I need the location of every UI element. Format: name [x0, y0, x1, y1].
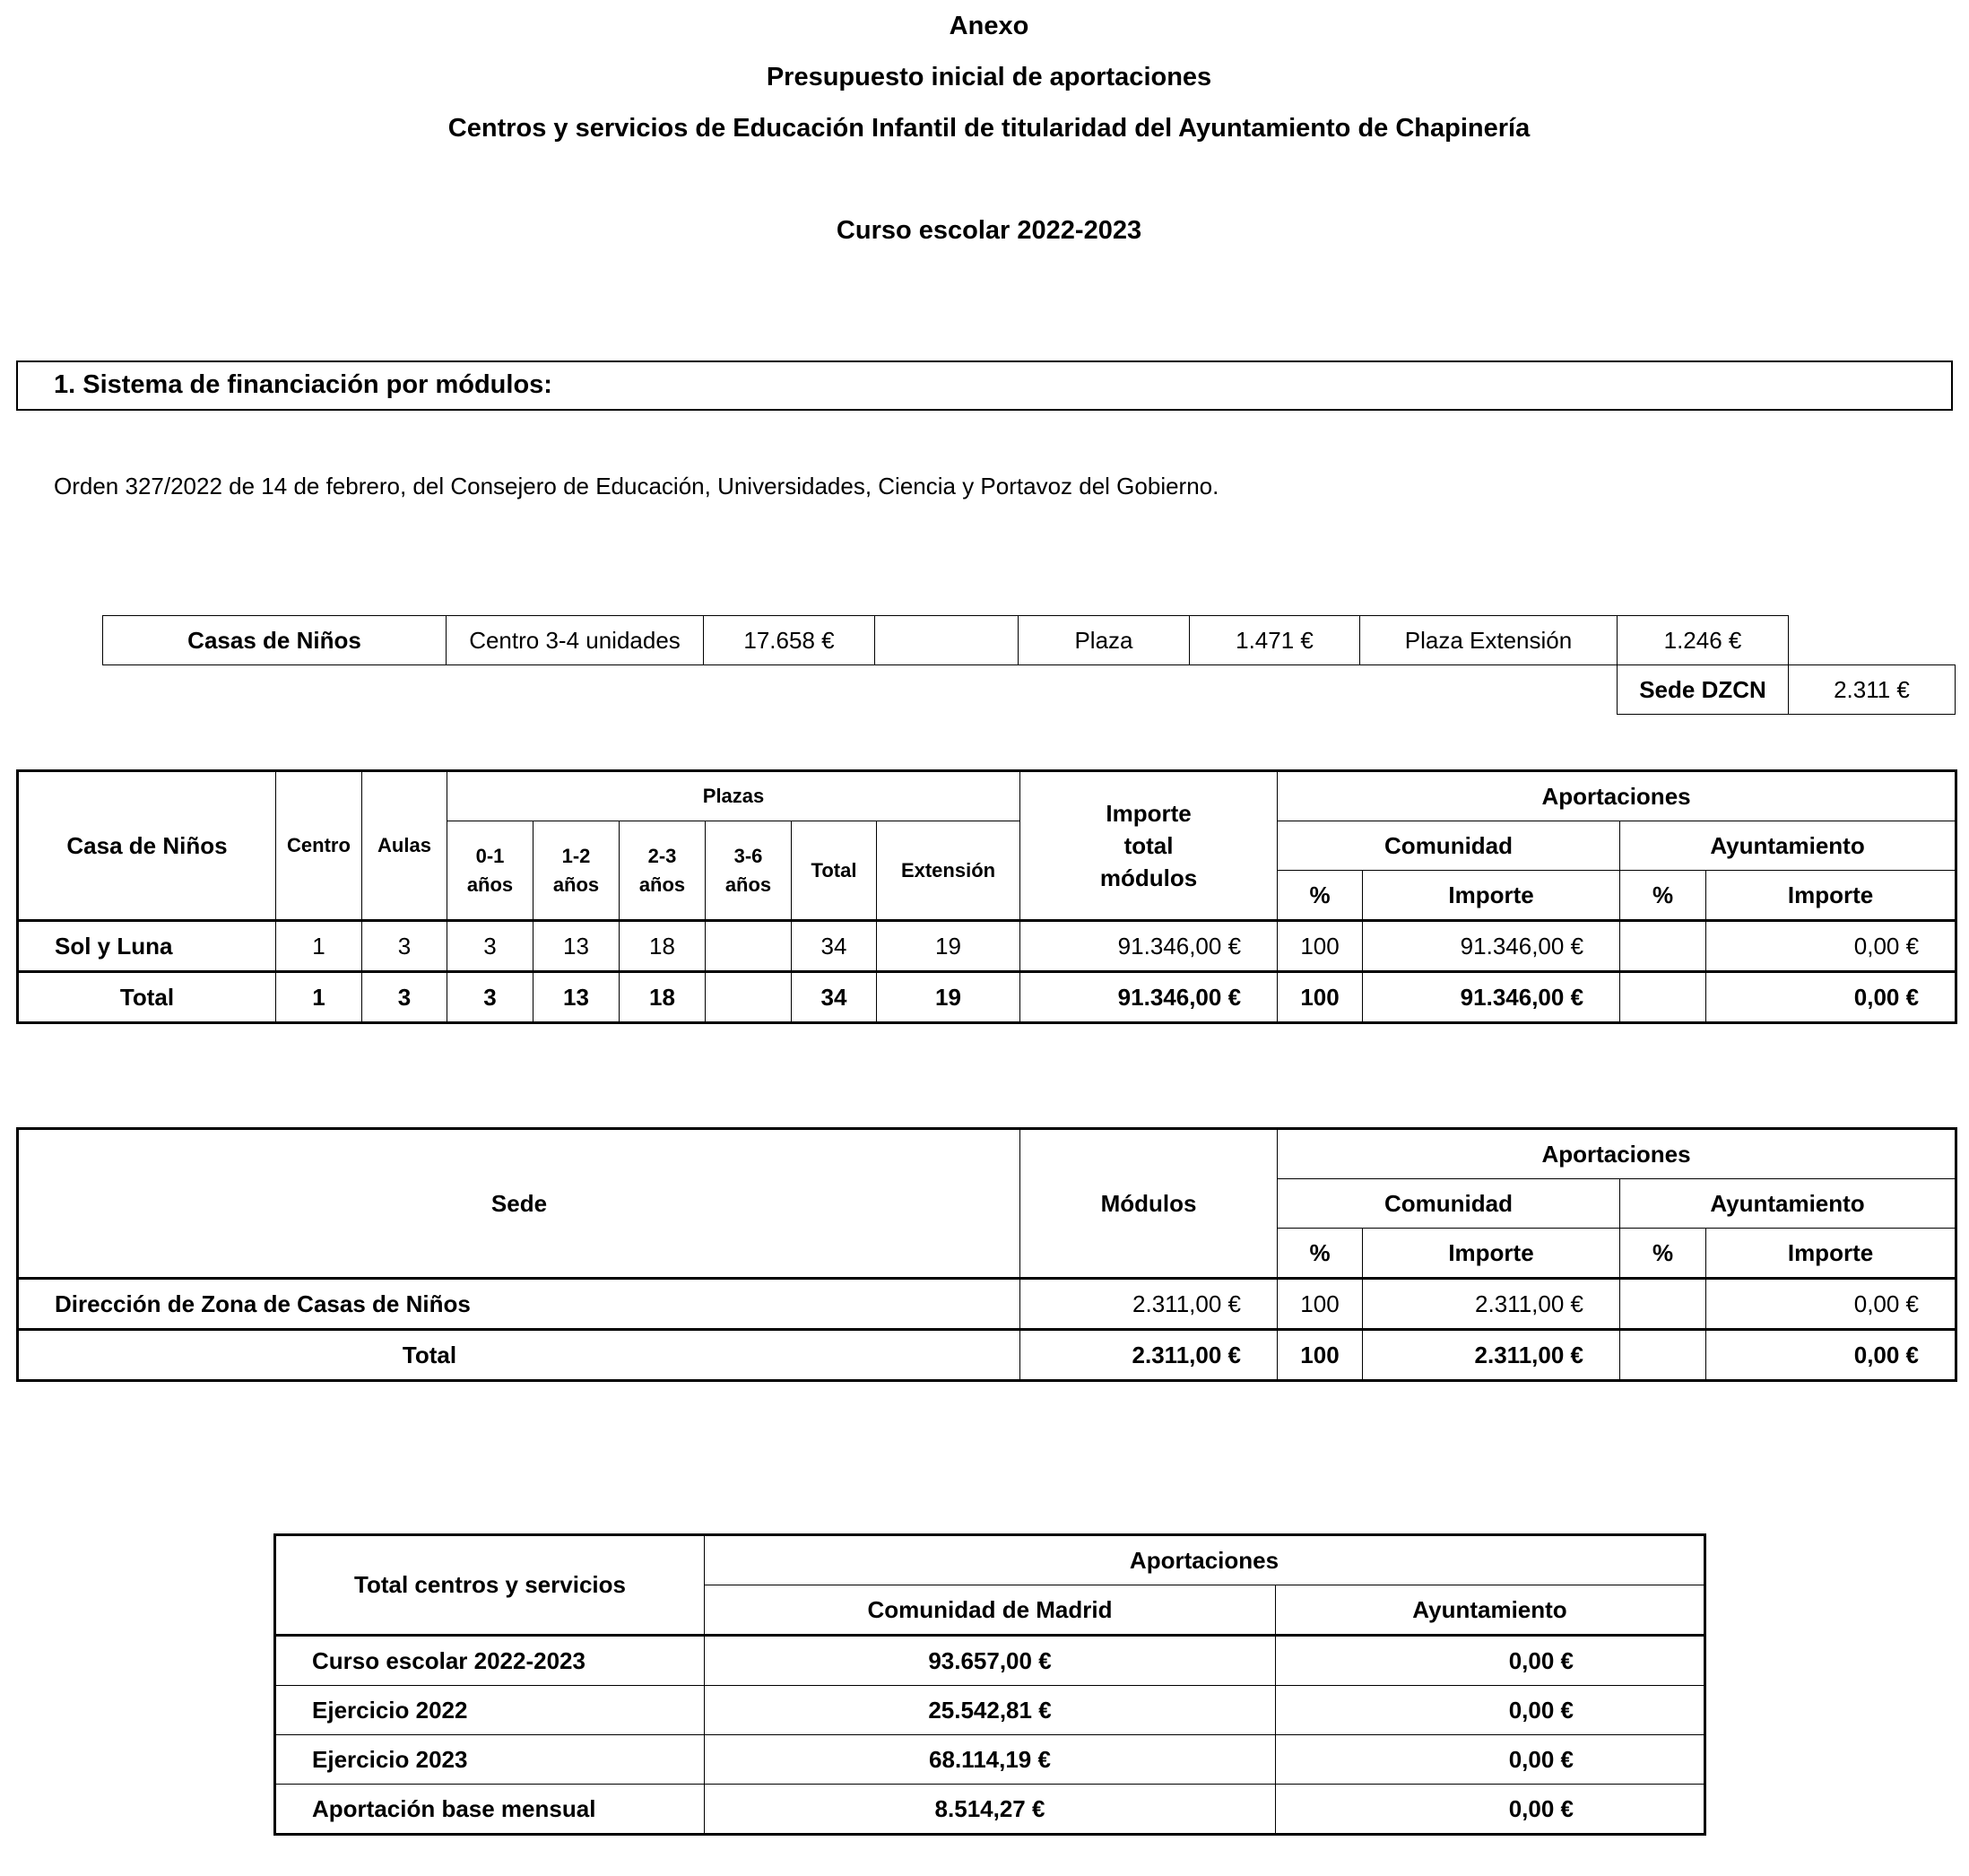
table-row — [275, 1785, 1705, 1835]
row-com-pct: 100 — [1278, 921, 1363, 972]
total-p12: 13 — [533, 972, 620, 1023]
sede-row-com-pct: 100 — [1278, 1279, 1363, 1330]
table-row — [275, 1686, 1705, 1735]
row-ay-pct — [1620, 921, 1706, 972]
sede-dzcn-label: Sede DZCN — [1618, 665, 1789, 715]
page-title: Presupuesto inicial de aportaciones — [766, 63, 1212, 91]
row-p01: 3 — [447, 921, 533, 972]
row-total: 34 — [792, 921, 877, 972]
h-sede-com-pct: % — [1278, 1229, 1363, 1279]
sede-row-name: Dirección de Zona de Casas de Niños — [18, 1279, 1020, 1330]
row-aulas: 3 — [362, 921, 447, 972]
row-p36 — [706, 921, 792, 972]
h-ay-importe: Importe — [1706, 871, 1956, 921]
h-importe-total — [1020, 771, 1278, 921]
centro-value: 17.658 € — [704, 616, 875, 665]
total-total: 34 — [792, 972, 877, 1023]
empty-cell — [875, 616, 1019, 665]
totals-row-ayto: 0,00 € — [1276, 1735, 1705, 1785]
total-p01: 3 — [447, 972, 533, 1023]
h-0-1: 0-1 años — [447, 821, 533, 921]
h-modulos: Módulos — [1020, 1129, 1278, 1279]
table-row — [275, 1636, 1705, 1686]
h-centro: Centro — [276, 771, 362, 921]
h-ay-pct: % — [1620, 871, 1706, 921]
h-comunidad: Comunidad — [1278, 821, 1620, 871]
total-name: Total — [18, 972, 276, 1023]
sede-total-mod: 2.311,00 € — [1020, 1330, 1278, 1381]
row-p23: 18 — [620, 921, 706, 972]
row-centro: 1 — [276, 921, 362, 972]
h-aulas: Aulas — [362, 771, 447, 921]
h-imp-1: Importe — [1106, 800, 1192, 827]
totals-row-label: Ejercicio 2022 — [275, 1686, 705, 1735]
modules-table — [102, 615, 1956, 715]
row-importe: 91.346,00 € — [1020, 921, 1278, 972]
section-heading-box — [16, 360, 1953, 411]
h-extension: Extensión — [877, 821, 1020, 921]
total-p36 — [706, 972, 792, 1023]
total-row — [18, 972, 1956, 1023]
plaza-ext-value: 1.246 € — [1618, 616, 1789, 665]
sede-total-ay-pct — [1620, 1330, 1706, 1381]
h-1-2: 1-2 años — [533, 821, 620, 921]
sede-row-ay-imp: 0,00 € — [1706, 1279, 1956, 1330]
table-row — [18, 1279, 1956, 1330]
h-sede-ay-pct: % — [1620, 1229, 1706, 1279]
h-aportaciones: Aportaciones — [1278, 771, 1956, 821]
h-sede-ayuntamiento: Ayuntamiento — [1620, 1179, 1956, 1229]
totals-row-cm: 8.514,27 € — [705, 1785, 1276, 1835]
h-3-6: 3-6 años — [706, 821, 792, 921]
totals-row-cm: 25.542,81 € — [705, 1686, 1276, 1735]
h-comunidad-madrid: Comunidad de Madrid — [705, 1585, 1276, 1636]
h-sede-aportaciones: Aportaciones — [1278, 1129, 1956, 1179]
total-ay-pct — [1620, 972, 1706, 1023]
total-importe: 91.346,00 € — [1020, 972, 1278, 1023]
casas-table — [16, 769, 1957, 1024]
sede-row-com-imp: 2.311,00 € — [1363, 1279, 1620, 1330]
totals-row-label: Curso escolar 2022-2023 — [275, 1636, 705, 1686]
h-ayuntamiento: Ayuntamiento — [1620, 821, 1956, 871]
h-totals-ayuntamiento: Ayuntamiento — [1276, 1585, 1705, 1636]
table-row — [18, 921, 1956, 972]
course-title: Curso escolar 2022-2023 — [836, 216, 1142, 245]
h-2-3: 2-3 años — [620, 821, 706, 921]
h-totals-aportaciones: Aportaciones — [705, 1535, 1705, 1585]
totals-row-cm: 93.657,00 € — [705, 1636, 1276, 1686]
h-sede-ay-importe: Importe — [1706, 1229, 1956, 1279]
totals-row-cm: 68.114,19 € — [705, 1735, 1276, 1785]
h-casa: Casa de Niños — [18, 771, 276, 921]
total-com-imp: 91.346,00 € — [1363, 972, 1620, 1023]
modules-label: Casas de Niños — [103, 616, 447, 665]
row-com-imp: 91.346,00 € — [1363, 921, 1620, 972]
plaza-value: 1.471 € — [1190, 616, 1360, 665]
totals-row-label: Aportación base mensual — [275, 1785, 705, 1835]
total-centro: 1 — [276, 972, 362, 1023]
h-plazas: Plazas — [447, 771, 1020, 821]
orden-text: Orden 327/2022 de 14 de febrero, del Consejero de Educación, Universidades, Ciencia y Portavoz del Gobierno. — [54, 473, 1219, 499]
section-heading: 1. Sistema de financiación por módulos: — [54, 370, 552, 399]
sede-total-com-pct: 100 — [1278, 1330, 1363, 1381]
total-ext: 19 — [877, 972, 1020, 1023]
plaza-label: Plaza — [1019, 616, 1190, 665]
totals-row-ayto: 0,00 € — [1276, 1636, 1705, 1686]
total-ay-imp: 0,00 € — [1706, 972, 1956, 1023]
annex-title: Anexo — [949, 12, 1029, 40]
sede-total-com-imp: 2.311,00 € — [1363, 1330, 1620, 1381]
totals-row-label: Ejercicio 2023 — [275, 1735, 705, 1785]
sede-total-ay-imp: 0,00 € — [1706, 1330, 1956, 1381]
plaza-ext-label: Plaza Extensión — [1360, 616, 1618, 665]
h-total: Total — [792, 821, 877, 921]
table-row — [275, 1735, 1705, 1785]
sede-row-ay-pct — [1620, 1279, 1706, 1330]
sede-total-name: Total — [18, 1330, 1020, 1381]
h-imp-3: módulos — [1099, 864, 1198, 891]
totals-row-ayto: 0,00 € — [1276, 1686, 1705, 1735]
sede-table — [16, 1127, 1957, 1382]
row-ext: 19 — [877, 921, 1020, 972]
h-com-pct: % — [1278, 871, 1363, 921]
sede-dzcn-value: 2.311 € — [1789, 665, 1956, 715]
total-row — [18, 1330, 1956, 1381]
page-subtitle: Centros y servicios de Educación Infantil de titularidad del Ayuntamiento de Chapinería — [447, 114, 1531, 143]
totals-table — [273, 1533, 1706, 1836]
h-com-importe: Importe — [1363, 871, 1620, 921]
h-imp-2: total — [1123, 832, 1174, 859]
h-sede: Sede — [18, 1129, 1020, 1279]
total-p23: 18 — [620, 972, 706, 1023]
sede-row-mod: 2.311,00 € — [1020, 1279, 1278, 1330]
row-name: Sol y Luna — [18, 921, 276, 972]
total-aulas: 3 — [362, 972, 447, 1023]
h-sede-com-importe: Importe — [1363, 1229, 1620, 1279]
totals-row-ayto: 0,00 € — [1276, 1785, 1705, 1835]
h-sede-comunidad: Comunidad — [1278, 1179, 1620, 1229]
total-com-pct: 100 — [1278, 972, 1363, 1023]
row-ay-imp: 0,00 € — [1706, 921, 1956, 972]
row-p12: 13 — [533, 921, 620, 972]
h-total-centros: Total centros y servicios — [275, 1535, 705, 1636]
centro-label: Centro 3-4 unidades — [447, 616, 704, 665]
